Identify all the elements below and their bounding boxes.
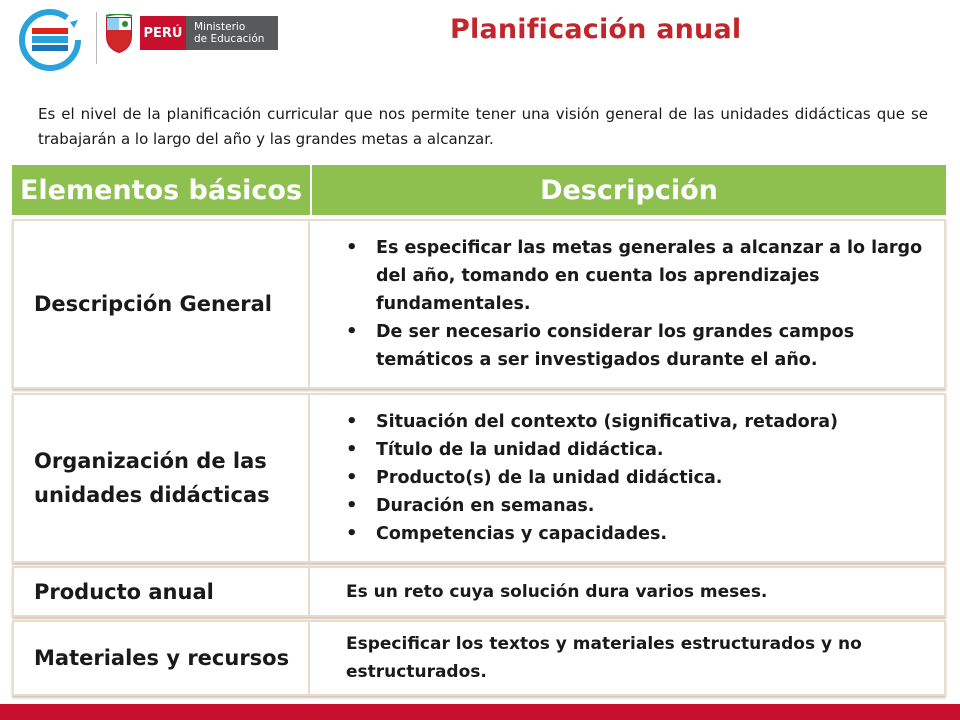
peru-logo: PERÚ (140, 16, 186, 50)
list-item: • Es especificar las metas generales a alcanzar a lo largo del año, tomando en cuenta los aprendizajes fundamentales. (346, 234, 936, 318)
list-item: • De ser necesario considerar los grandes campos temáticos a ser investigados durante el año. (346, 318, 936, 374)
description-cell (312, 395, 944, 561)
table-row (12, 393, 946, 563)
list-item: • Competencias y capacidades. (346, 520, 936, 548)
logo-divider (96, 12, 97, 64)
table-row (12, 620, 946, 696)
page-title: Planificación anual (450, 14, 742, 45)
ministry-logo (186, 16, 278, 50)
list-item: • Producto(s) de la unidad didáctica. (346, 464, 936, 492)
column-header-elementos: Elementos básicos (12, 165, 312, 215)
footer-bar (0, 704, 960, 720)
list-item: • Situación del contexto (significativa, retadora) (346, 408, 936, 436)
table-row (12, 219, 946, 389)
description-cell (312, 221, 944, 387)
element-cell: Materiales y recursos (14, 622, 310, 694)
coat-of-arms-icon (104, 14, 134, 54)
intro-paragraph: Es el nivel de la planificación curricular que nos permite tener una visión general de las unidades didácticas que se trabajarán a lo largo del año y las grandes metas a alcanzar. (38, 105, 928, 148)
table-row (12, 566, 946, 617)
column-header-descripcion: Descripción (540, 174, 718, 206)
element-cell: Organización de las unidades didácticas (14, 395, 310, 561)
description-cell: Es un reto cuya solución dura varios meses. (346, 581, 768, 602)
bullet-list (346, 234, 936, 374)
ministry-line-1: Ministerio (194, 21, 246, 33)
list-item: • Título de la unidad didáctica. (346, 436, 936, 464)
description-cell: Especificar los textos y materiales estructurados y no estructurados. (346, 634, 862, 682)
element-cell: Producto anual (14, 568, 310, 615)
educacion-logo (18, 8, 82, 72)
table-header (12, 165, 946, 215)
ministry-line-2: de Educación (194, 33, 265, 45)
bullet-list (346, 408, 936, 548)
list-item: • Duración en semanas. (346, 492, 936, 520)
element-cell: Descripción General (14, 221, 310, 387)
